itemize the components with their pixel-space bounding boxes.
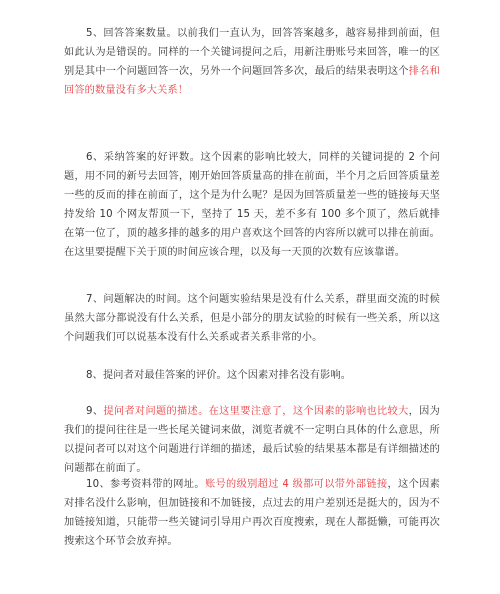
paragraph-9-number: 9、 [86,406,104,417]
paragraph-10-text: ，这个因素对排名没什么影响，但加链接和不加链接，点过去的用户差别还是挺大的，因为不加链接知道，只能带一些关键词引导用户再次百度搜索，现在人都挺懒，可能再次搜索这个环节会放弃掉。 [64,479,441,547]
paragraph-10-heading: 10、参考资料带的网址。 [86,479,205,490]
paragraph-7 [64,290,440,347]
paragraph-10 [64,475,440,551]
paragraph-9-highlight: 提问者对问题的描述。在这里要注意了，这个因素的影响也比较大 [103,406,409,417]
paragraph-6 [64,148,440,262]
paragraph-9 [64,402,440,478]
paragraph-8-text: 8、提问者对最佳答案的评价。这个因素对排名没有影响。 [86,370,352,381]
paragraph-5-text: 5、回答答案数量。以前我们一直认为，回答答案越多，越容易排到前面，但如此认为是错误的。同样的一个关键词提问之后，用新注册账号来回答，唯一的区别是其中一个问题回答一次，另外一个问题回答多次，最后的结果表明这个 [64,28,440,77]
paragraph-8 [64,366,440,385]
paragraph-10-highlight: 账号的级别超过 4 级都可以带外部链接 [204,479,388,490]
paragraph-5-highlight: 排名和回答的数量没有多大关系！ [64,66,440,96]
paragraph-9-text: ，因为我们的提问往往是一些长尾关键词来做，浏览者就不一定明白具体的什么意思，所以提问者可以对这个问题进行详细的描述，最后试验的结果基本都是有详细描述的问题都在前面了。 [64,406,440,474]
paragraph-5 [64,24,440,100]
paragraph-6-text: 6、采纳答案的好评数。这个因素的影响比较大，同样的关键词提的 2 个问题，用不同的新号去回答，刚开始回答质量高的排在前面，半个月之后回答质量差一些的反而的排在前面了，这个是为什么呢？是因为回答质量差一些的链接每天坚持发给 10 个网友帮顶一下，坚持了 15 天，差不多有 100 多个顶了，然后就排在第一位了，顶的越多排的越多的用户喜欢这个回答的内容所以就可以排在前面。在这里要提醒下关于顶的时间应该合理，以及每一天顶的次数有应该靠谱。 [64,152,440,258]
paragraph-7-text: 7、问题解决的时间。这个问题实验结果是没有什么关系，群里面交流的时候虽然大部分都说没有什么关系，但是小部分的朋友试验的时候有一些关系，所以这个问题我们可以说基本没有什么关系或者关系非常的小。 [64,294,440,343]
